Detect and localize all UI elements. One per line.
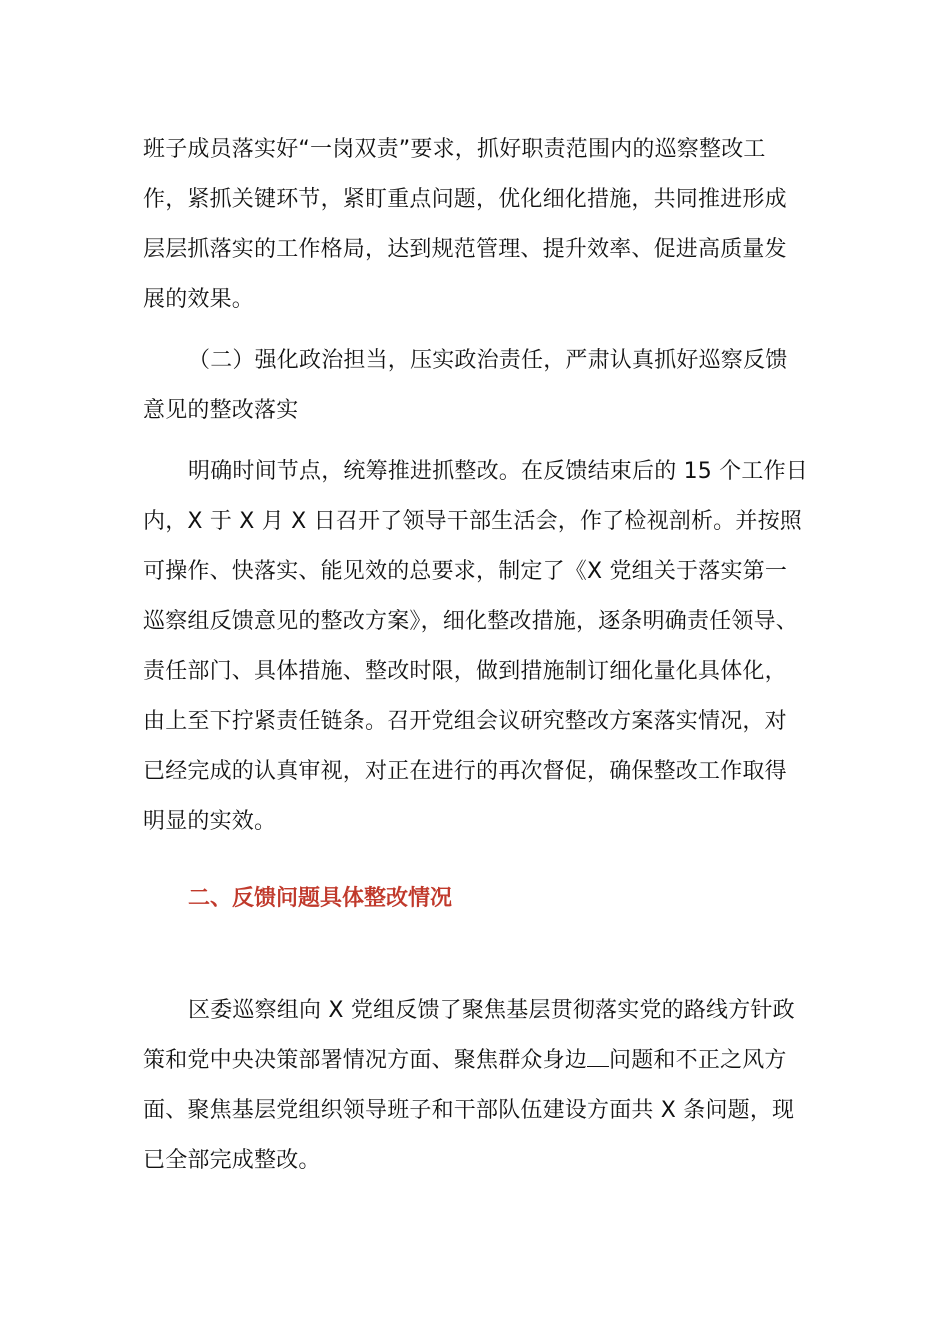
paragraph-line: 作，紧抓关键环节，紧盯重点问题，优化细化措施，共同推进形成 (143, 187, 787, 212)
paragraph-line: 巡察组反馈意见的整改方案》，细化整改措施，逐条明确责任领导、 (143, 609, 799, 634)
paragraph-line: 班子成员落实好“一岗双责”要求，抓好职责范围内的巡察整改工 (143, 137, 766, 162)
paragraph-line: 责任部门、具体措施、整改时限，做到措施制订细化量化具体化， (143, 659, 787, 684)
paragraph-line: 内，X 于 X 月 X 日召开了领导干部生活会，作了检视剖析。并按照 (143, 509, 802, 534)
paragraph-line: 展的效果。 (143, 287, 255, 312)
paragraph-line: 已全部完成整改。 (143, 1148, 321, 1173)
paragraph-line: 明显的实效。 (143, 809, 277, 834)
paragraph-line: 面、聚焦基层党组织领导班子和干部队伍建设方面共 X 条问题，现 (143, 1098, 795, 1123)
subheading-line: 意见的整改落实 (143, 398, 299, 423)
paragraph-line: 已经完成的认真审视，对正在进行的再次督促，确保整改工作取得 (143, 759, 787, 784)
paragraph-line: 可操作、快落实、能见效的总要求，制定了《X 党组关于落实第一 (143, 559, 788, 584)
paragraph-line: 区委巡察组向 X 党组反馈了聚焦基层贯彻落实党的路线方针政 (188, 998, 795, 1023)
subheading-line: （二）强化政治担当，压实政治责任，严肃认真抓好巡察反馈 (188, 348, 788, 373)
paragraph-segment: 策和党中央决策部署情况方面、聚焦群众身边 (143, 1048, 588, 1073)
paragraph-line: 明确时间节点，统筹推进抓整改。在反馈结束后的 15 个工作日 (188, 459, 808, 484)
paragraph-segment: 问题和不正之风方 (609, 1048, 787, 1073)
section-heading: 二、反馈问题具体整改情况 (188, 886, 453, 911)
paragraph-line (143, 1046, 787, 1076)
paragraph-line: 层层抓落实的工作格局，达到规范管理、提升效率、促进高质量发 (143, 237, 787, 262)
blank-underline (587, 1046, 609, 1067)
paragraph-line: 由上至下拧紧责任链条。召开党组会议研究整改方案落实情况，对 (143, 709, 787, 734)
